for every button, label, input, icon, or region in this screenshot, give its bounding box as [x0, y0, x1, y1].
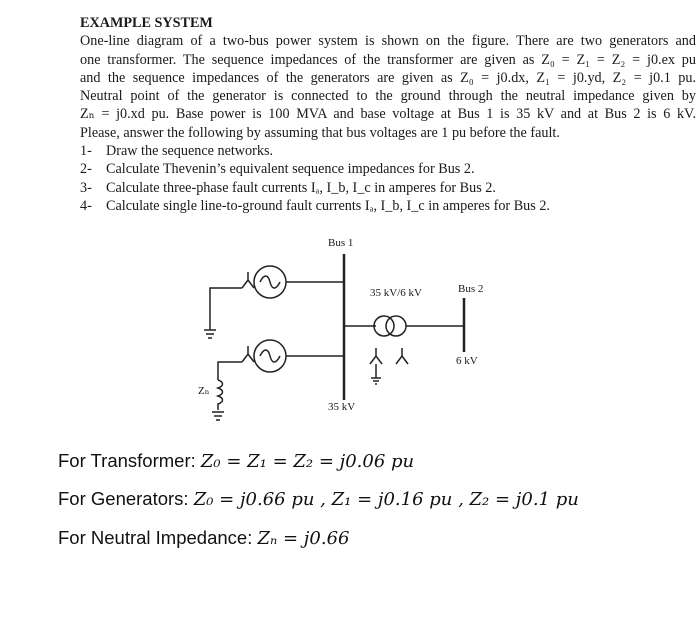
list-item: [80, 142, 696, 160]
given-equation: Z₀ = j0.66 pu , Z₁ = j0.16 pu , Z₂ = j0.1 pu: [193, 489, 579, 510]
wye-symbol: [242, 272, 254, 288]
given-equation: Zₙ = j0.66: [257, 528, 350, 549]
generator-1: [204, 266, 344, 338]
task-number: 3-: [80, 179, 92, 196]
paragraph-line: Zₙ = j0.xd pu. Base power is 100 MVA and base voltage at Bus 1 is 35 kV and at Bus 2 is 6 kV.: [80, 106, 696, 123]
task-number: 2-: [80, 161, 92, 178]
task-number: 1-: [80, 143, 92, 160]
problem-statement: [80, 12, 696, 215]
task-list: [80, 142, 696, 215]
paragraph-line: One-line diagram of a two-bus power system is shown on the figure. There are two generators and: [80, 33, 696, 50]
paragraph-line: and the sequence impedances of the generators are given as Z₀ = j0.dx, Z₁ = j0.yd, Z₂ = j0.1 pu.: [80, 69, 696, 86]
list-item: [80, 160, 696, 178]
task-text: Calculate single line-to-ground fault currents Iₐ, I_b, I_c in amperes for Bus 2.: [106, 197, 550, 214]
problem-title: EXAMPLE SYSTEM: [80, 15, 213, 31]
neutral-impedance-icon: [218, 380, 223, 410]
list-item: [80, 179, 696, 197]
transformer-rating-label: 35 kV/6 kV: [370, 287, 422, 299]
ground-icon: [371, 378, 381, 384]
bus2-label: Bus 2: [458, 283, 484, 295]
task-text: Calculate Thevenin’s equivalent sequence impedances for Bus 2.: [106, 161, 475, 178]
paragraph-line: one transformer. The sequence impedances of the transformer are given as Z₀ = Z₁ = Z₂ = j0.ex pu: [80, 51, 696, 68]
problem-paragraph: [80, 32, 696, 142]
bus2-voltage-label: 6 kV: [456, 355, 478, 367]
transformer: [344, 316, 464, 384]
given-label: For Neutral Impedance:: [58, 527, 258, 548]
wye-symbol: [242, 346, 254, 362]
wye-symbol: [370, 348, 382, 364]
given-equation: Z₀ = Z₁ = Z₂ = j0.06 pu: [200, 451, 415, 472]
paragraph-line: Please, answer the following by assuming that bus voltages are 1 pu before the fault.: [80, 124, 560, 141]
given-label: For Generators:: [58, 488, 194, 509]
task-number: 4-: [80, 197, 92, 214]
generators-given: [58, 488, 579, 510]
transformer-given: [58, 450, 414, 472]
generator-2: [212, 340, 344, 420]
given-label: For Transformer:: [58, 450, 201, 471]
one-line-diagram: [170, 230, 510, 430]
ground-icon: [204, 330, 216, 338]
bus1-label: Bus 1: [328, 237, 354, 249]
task-text: Draw the sequence networks.: [106, 143, 274, 160]
task-text: Calculate three-phase fault currents Iₐ, I_b, I_c in amperes for Bus 2.: [106, 179, 496, 196]
list-item: [80, 197, 696, 215]
neutral-impedance-label: Zₙ: [198, 385, 210, 397]
neutral-given: [58, 527, 349, 549]
bus1-voltage-label: 35 kV: [328, 401, 356, 413]
paragraph-line: Neutral point of the generator is connected to the ground through the neutral impedance given by: [80, 88, 696, 105]
ground-icon: [212, 412, 224, 420]
wye-symbol: [396, 348, 408, 364]
